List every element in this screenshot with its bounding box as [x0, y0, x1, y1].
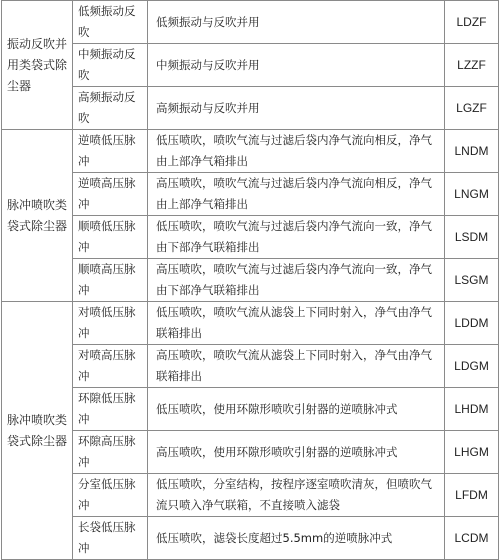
dust-collector-table	[1, 0, 499, 560]
name-cell: 长袋低压脉冲	[73, 517, 148, 560]
table-row	[2, 431, 499, 474]
code-cell: LHDM	[445, 388, 499, 431]
name-cell: 低频振动反吹	[73, 1, 148, 44]
code-cell: LNDM	[445, 130, 499, 173]
table-row	[2, 1, 499, 44]
description-cell: 高压喷吹，使用环隙形喷吹引射器的逆喷脉冲式	[148, 431, 445, 474]
table-row	[2, 388, 499, 431]
table-row	[2, 44, 499, 87]
code-cell: LCDM	[445, 517, 499, 560]
name-cell: 顺喷低压脉冲	[73, 216, 148, 259]
code-cell: LDGM	[445, 345, 499, 388]
table-row	[2, 87, 499, 130]
description-cell: 高压喷吹，喷吹气流与过滤后袋内净气流向一致，净气由下部净气联箱排出	[148, 259, 445, 302]
description-cell: 低压喷吹，滤袋长度超过5.5mm的逆喷脉冲式	[148, 517, 445, 560]
description-cell: 高压喷吹，喷吹气流与过滤后袋内净气流向相反，净气由上部净气箱排出	[148, 173, 445, 216]
description-cell: 低频振动与反吹并用	[148, 1, 445, 44]
category-cell: 振动反吹并用类袋式除尘器	[2, 1, 73, 130]
table-row	[2, 302, 499, 345]
name-cell: 环隙低压脉冲	[73, 388, 148, 431]
table-row	[2, 259, 499, 302]
name-cell: 对喷低压脉冲	[73, 302, 148, 345]
description-cell: 低压喷吹，使用环隙形喷吹引射器的逆喷脉冲式	[148, 388, 445, 431]
category-cell: 脉冲喷吹类袋式除尘器	[2, 130, 73, 302]
table-row	[2, 173, 499, 216]
description-cell: 低压喷吹，喷吹气流与过滤后袋内净气流向相反，净气由上部净气箱排出	[148, 130, 445, 173]
description-cell: 高压喷吹，喷吹气流从滤袋上下同时射入，净气由净气联箱排出	[148, 345, 445, 388]
name-cell: 逆喷低压脉冲	[73, 130, 148, 173]
code-cell: LSGM	[445, 259, 499, 302]
name-cell: 逆喷高压脉冲	[73, 173, 148, 216]
table-row	[2, 130, 499, 173]
table-row	[2, 517, 499, 560]
name-cell: 分室低压脉冲	[73, 474, 148, 517]
description-cell: 低压喷吹，喷吹气流与过滤后袋内净气流向一致，净气由下部净气联箱排出	[148, 216, 445, 259]
name-cell: 顺喷高压脉冲	[73, 259, 148, 302]
code-cell: LNGM	[445, 173, 499, 216]
code-cell: LHGM	[445, 431, 499, 474]
code-cell: LGZF	[445, 87, 499, 130]
code-cell: LSDM	[445, 216, 499, 259]
code-cell: LDDM	[445, 302, 499, 345]
name-cell: 对喷高压脉冲	[73, 345, 148, 388]
table-row	[2, 345, 499, 388]
description-cell: 中频振动与反吹并用	[148, 44, 445, 87]
description-cell: 高频振动与反吹并用	[148, 87, 445, 130]
code-cell: LZZF	[445, 44, 499, 87]
code-cell: LFDM	[445, 474, 499, 517]
name-cell: 高频振动反吹	[73, 87, 148, 130]
description-cell: 低压喷吹，喷吹气流从滤袋上下同时射入，净气由净气联箱排出	[148, 302, 445, 345]
category-cell: 脉冲喷吹类袋式除尘器	[2, 302, 73, 560]
table-row	[2, 474, 499, 517]
code-cell: LDZF	[445, 1, 499, 44]
description-cell: 低压喷吹，分室结构，按程序逐室喷吹清灰，但喷吹气流只喷入净气联箱，不直接喷入滤袋	[148, 474, 445, 517]
table-row	[2, 216, 499, 259]
name-cell: 环隙高压脉冲	[73, 431, 148, 474]
name-cell: 中频振动反吹	[73, 44, 148, 87]
